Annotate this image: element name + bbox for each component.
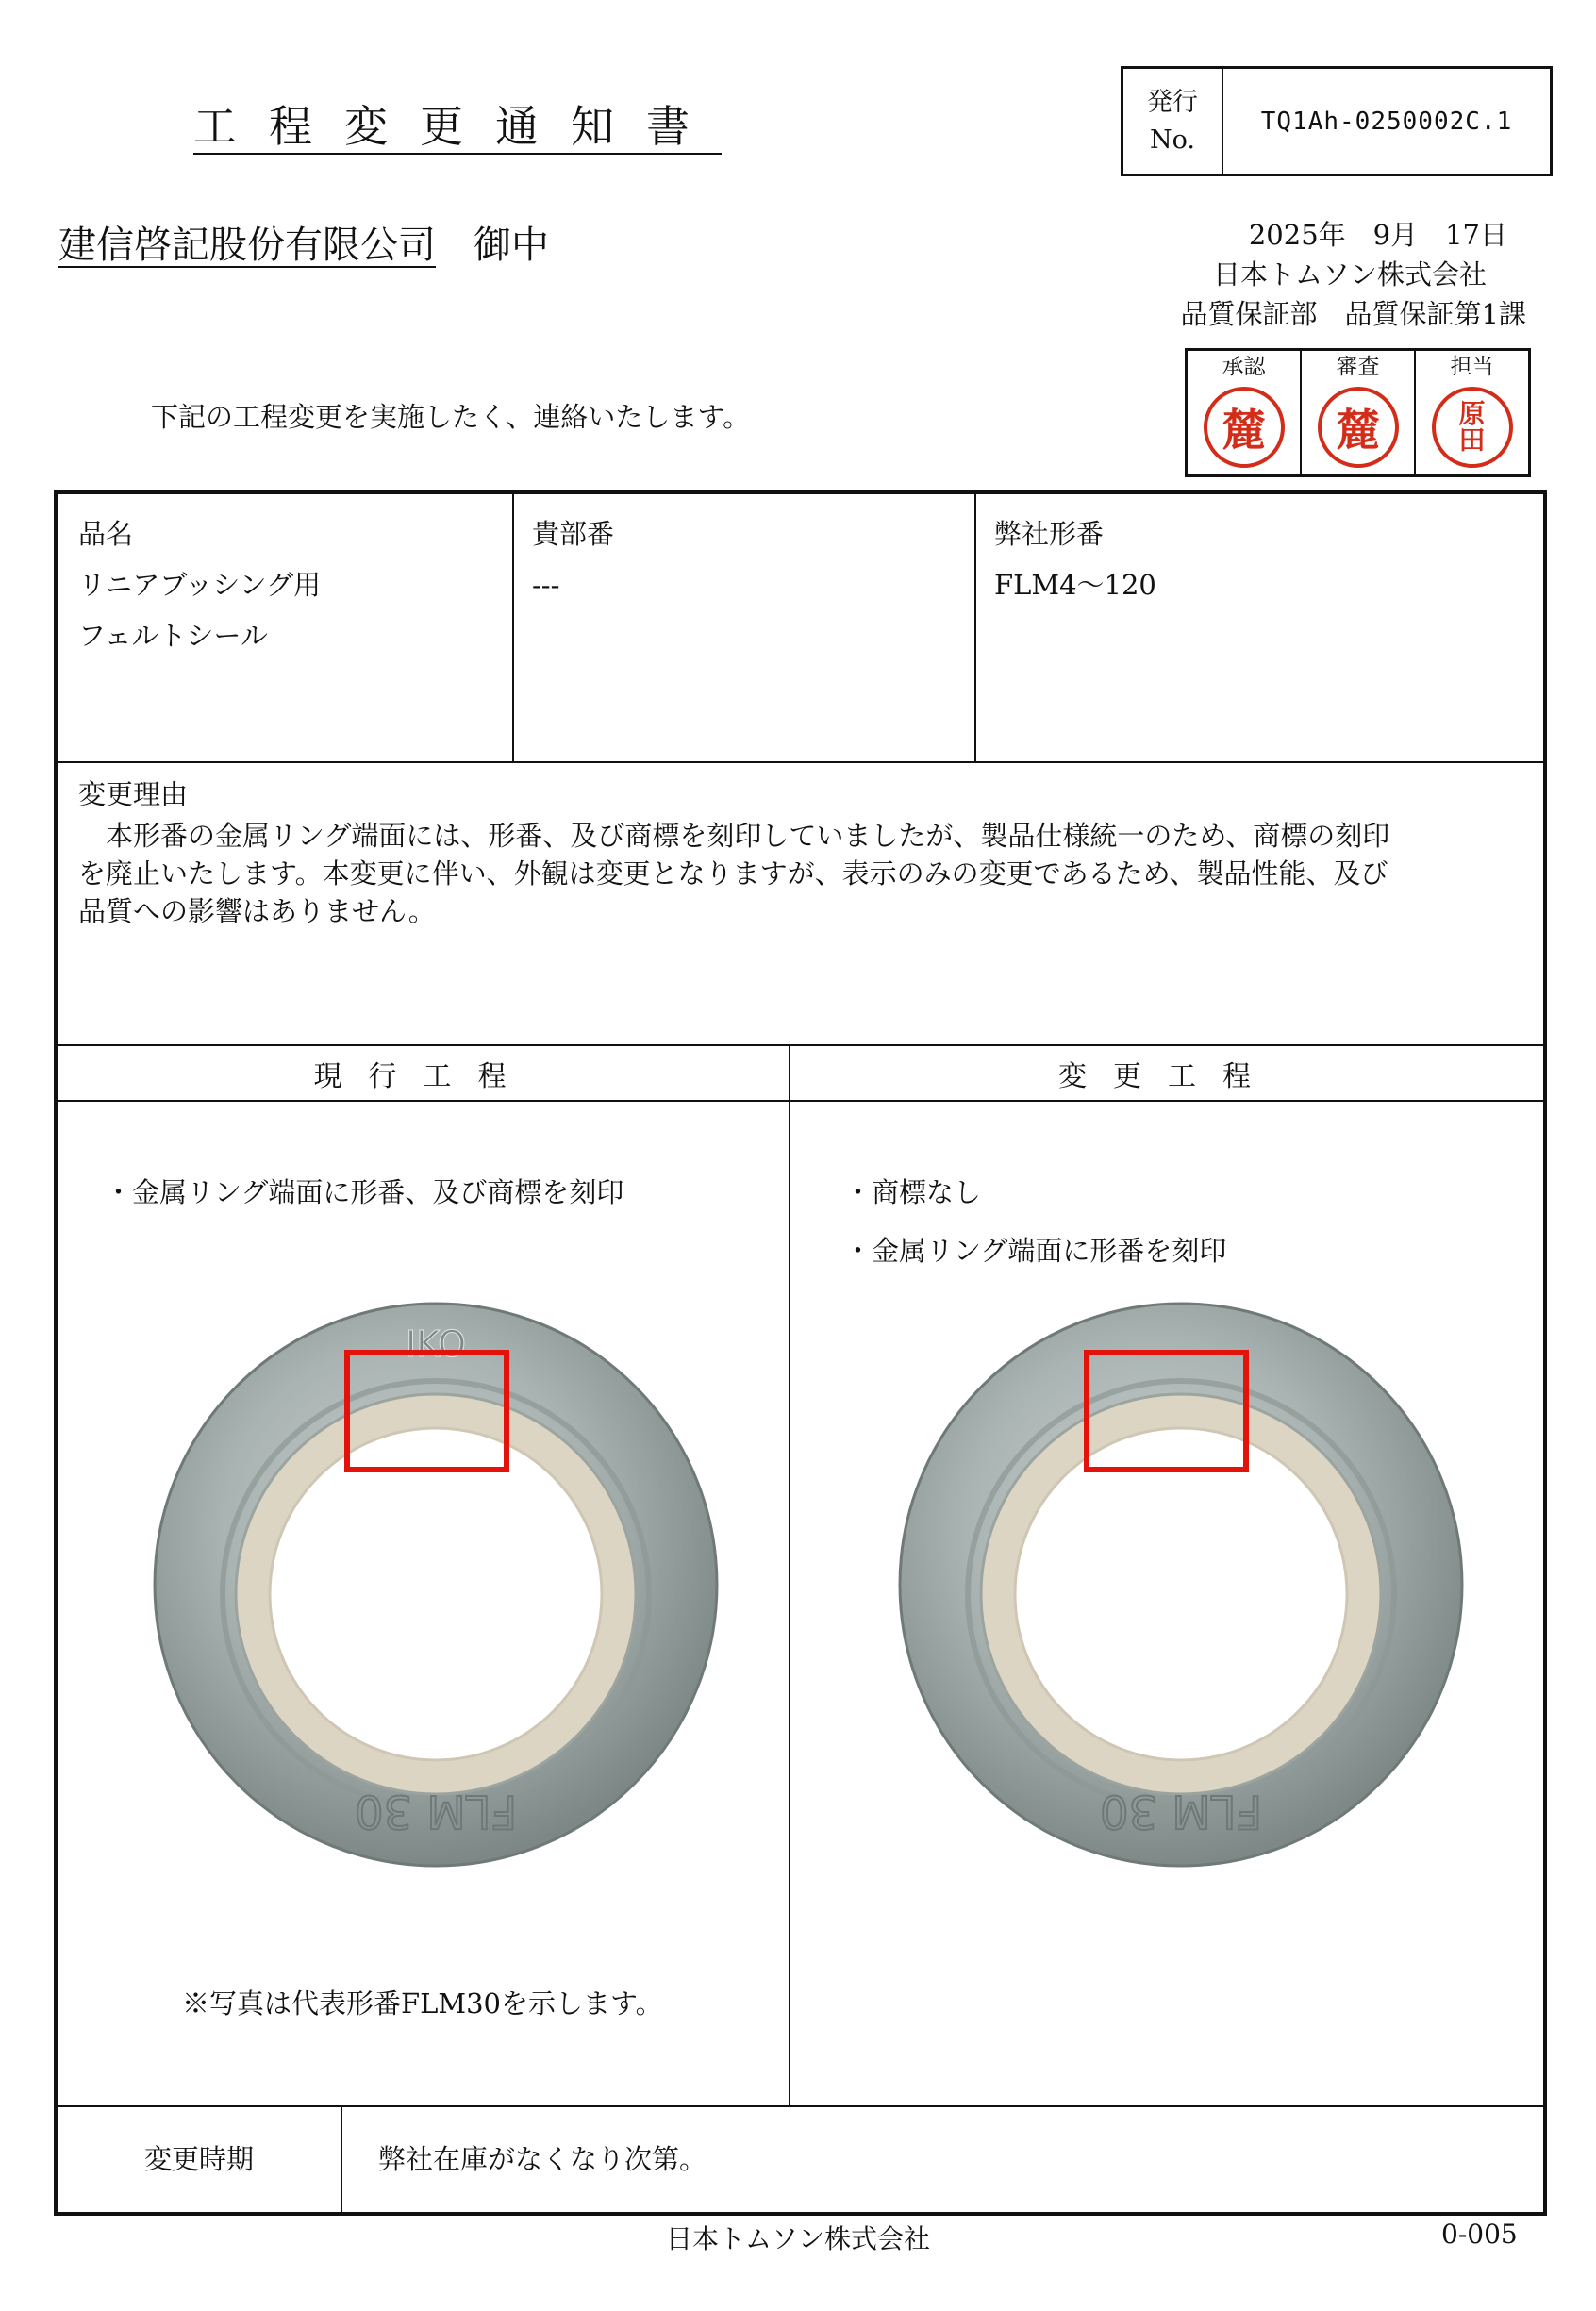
current-process-header: 現行工程 (313, 1060, 533, 1093)
changed-ring-model: FLM 30 (1099, 1785, 1263, 1837)
divider-timing (341, 2105, 342, 2216)
divider-product-col2 (974, 494, 976, 761)
sender-block (1181, 215, 1526, 334)
divider-col-headers (58, 1100, 1543, 1102)
stamp-approval (1188, 351, 1300, 474)
product-name-label: 品名 (78, 518, 134, 550)
charge-seal-line1: 原 (1458, 398, 1486, 429)
change-notice-table (54, 490, 1547, 2216)
divider-product (58, 761, 1543, 763)
reason-line2: を廃止いたします。本変更に伴い、外観は変更となりますが、表示のみの変更であるため、製品性能、及び (78, 857, 1388, 889)
footer-company: 日本トムソン株式会社 (665, 2223, 930, 2254)
stamp-charge-label: 担当 (1450, 355, 1494, 379)
our-model-cell (994, 508, 1156, 610)
changed-process-header: 変更工程 (1058, 1060, 1277, 1093)
customer-part-label: 貴部番 (532, 518, 615, 550)
timing-value: 弊社在庫がなくなり次第。 (378, 2143, 707, 2175)
divider-product-col1 (512, 494, 514, 761)
product-name-line2: フェルトシール (78, 620, 268, 652)
current-highlight-box (344, 1350, 509, 1472)
reason-cell (78, 773, 1521, 932)
product-name-line1: リニアブッシング用 (78, 569, 322, 601)
approval-stamps (1185, 348, 1531, 477)
footer-code: 0-005 (1441, 2219, 1518, 2250)
notice-text: 下記の工程変更を実施したく、連絡いたします。 (151, 401, 751, 433)
stamp-review (1300, 351, 1414, 474)
issue-number-label (1123, 69, 1223, 174)
current-bullet-1: ・金属リング端面に形番、及び商標を刻印 (105, 1176, 624, 1208)
stamp-review-label: 審査 (1336, 355, 1380, 379)
charge-seal-icon (1432, 387, 1513, 468)
changed-ring-hole (1015, 1428, 1347, 1760)
issue-number-box (1121, 66, 1553, 176)
our-model-value: FLM4～120 (994, 569, 1156, 601)
reason-label: 変更理由 (78, 778, 189, 810)
current-ring-hole (270, 1428, 602, 1760)
divider-reason (58, 1044, 1543, 1046)
customer-part-cell (532, 508, 614, 610)
recipient (58, 215, 549, 269)
stamp-charge (1414, 351, 1528, 474)
review-seal-icon: 麓 (1318, 387, 1399, 468)
current-ring-trademark: IKO (406, 1323, 466, 1365)
timing-label: 変更時期 (143, 2143, 254, 2175)
issue-label-line2: No. (1150, 125, 1195, 155)
issue-label-line1: 発行 (1147, 87, 1198, 117)
issue-date: 2025年 9月 17日 (1248, 219, 1507, 251)
changed-bullet-1: ・商標なし (844, 1176, 982, 1208)
photo-note: ※写真は代表形番FLM30を示します。 (182, 1987, 663, 2020)
product-name-cell (78, 508, 321, 661)
customer-part-value: --- (532, 569, 560, 601)
recipient-honorific: 御中 (474, 224, 549, 267)
stamp-approval-label: 承認 (1222, 355, 1266, 379)
divider-process (58, 2105, 1543, 2107)
recipient-company: 建信啓記股份有限公司 (58, 224, 436, 267)
issue-number-value: TQ1Ah-0250002C.1 (1260, 107, 1513, 136)
our-model-label: 弊社形番 (994, 518, 1105, 550)
charge-seal-line2: 田 (1458, 424, 1486, 456)
changed-highlight-box (1084, 1350, 1249, 1472)
sender-company: 日本トムソン株式会社 (1212, 258, 1487, 291)
approval-seal-icon: 麓 (1204, 387, 1285, 468)
reason-line3: 品質への影響はありません。 (78, 895, 436, 927)
current-ring-model: FLM 30 (354, 1785, 518, 1837)
sender-department: 品質保証部 品質保証第1課 (1180, 298, 1526, 330)
reason-line1: 本形番の金属リング端面には、形番、及び商標を刻印していましたが、製品仕様統一のため、商標の刻印 (78, 820, 1390, 852)
changed-bullet-2: ・金属リング端面に形番を刻印 (844, 1235, 1227, 1267)
document-title: 工程変更通知書 (193, 101, 722, 152)
divider-process-cols (789, 1044, 790, 2105)
